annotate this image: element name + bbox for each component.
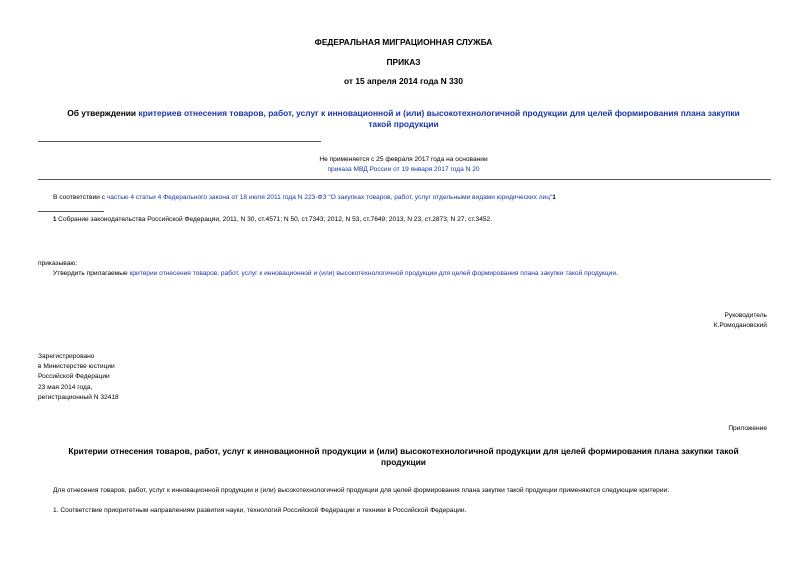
signatory-name: К.Ромодановский <box>713 322 767 329</box>
appendix-title-continuation: продукции <box>381 457 426 467</box>
appendix-title: Критерии отнесения товаров, работ, услуг к инновационной продукции и (или) высокотехнологичной продукции для целей формирования плана закупки такой <box>68 446 739 456</box>
preamble <box>53 194 556 201</box>
title-prefix: Об утверждении <box>67 108 139 118</box>
appendix-label: Приложение <box>728 425 767 432</box>
registration-line: в Министерстве юстиции <box>38 363 115 371</box>
federal-law-link[interactable]: частью 4 статьи 4 Федерального закона от 18 июля 2011 года N 223-ФЗ "О закупках товаров, работ, услуг отдельными видами юридических лиц" <box>106 194 553 201</box>
order-text <box>53 270 618 277</box>
criteria-link[interactable]: критерии отнесения товаров, работ, услуг к инновационной и (или) высокотехнологичной продукции для целей формирования плана закупки такой продукции <box>129 270 617 277</box>
title-link[interactable]: критериев отнесения товаров, работ, услуг к инновационной и (или) высокотехнологичной продукции для целей формирования плана закупки <box>138 108 740 118</box>
agency-name: ФЕДЕРАЛЬНАЯ МИГРАЦИОННАЯ СЛУЖБА <box>314 37 493 47</box>
preamble-prefix: В соответствии с <box>53 194 107 201</box>
order-suffix: . <box>616 270 618 277</box>
document-title <box>0 108 807 118</box>
status-note-text: Не применяется с 25 февраля 2017 года на основании <box>319 156 488 163</box>
title-link-continuation[interactable]: такой продукции <box>368 119 439 129</box>
divider-status <box>38 179 771 180</box>
document-date-number: от 15 апреля 2014 года N 330 <box>344 76 463 86</box>
document-type: ПРИКАЗ <box>386 57 421 67</box>
appendix-intro: Для отнесения товаров, работ, услуг к инновационной продукции и (или) высокотехнологичной продукции для целей формирования плана закупки такой продукции применяются следующие критерии: <box>53 487 670 494</box>
registration-line: Российской Федерации <box>38 373 110 381</box>
order-verb: приказываю: <box>38 260 78 267</box>
registration-block <box>38 352 119 403</box>
signatory-role: Руководитель <box>724 312 767 319</box>
footnote-reference[interactable]: 1 <box>552 195 556 201</box>
registration-line: Зарегистрировано <box>38 353 95 360</box>
status-note-link[interactable]: приказа МВД России от 19 января 2017 года N 20 <box>327 166 480 173</box>
footnote-text: Собрание законодательства Российской Федерации, 2011, N 30, ст.4571; N 50, ст.7343; 2012, N 53, ст.7649; 2013, N 23, ст.2873; N 27, ст.3452. <box>56 216 493 223</box>
criteria-item-1: 1. Соответствие приоритетным направлениям развития науки, технологий Российской Федерации и техники в Российской Федерации. <box>53 507 467 514</box>
divider-top <box>38 141 321 142</box>
footnote-mark: 1 <box>53 217 57 223</box>
registration-line: 23 мая 2014 года, <box>38 383 93 391</box>
order-prefix: Утвердить прилагаемые <box>53 270 130 277</box>
registration-line: регистрационный N 32418 <box>38 393 119 401</box>
divider-footnote <box>38 211 104 212</box>
footnote <box>53 216 492 223</box>
